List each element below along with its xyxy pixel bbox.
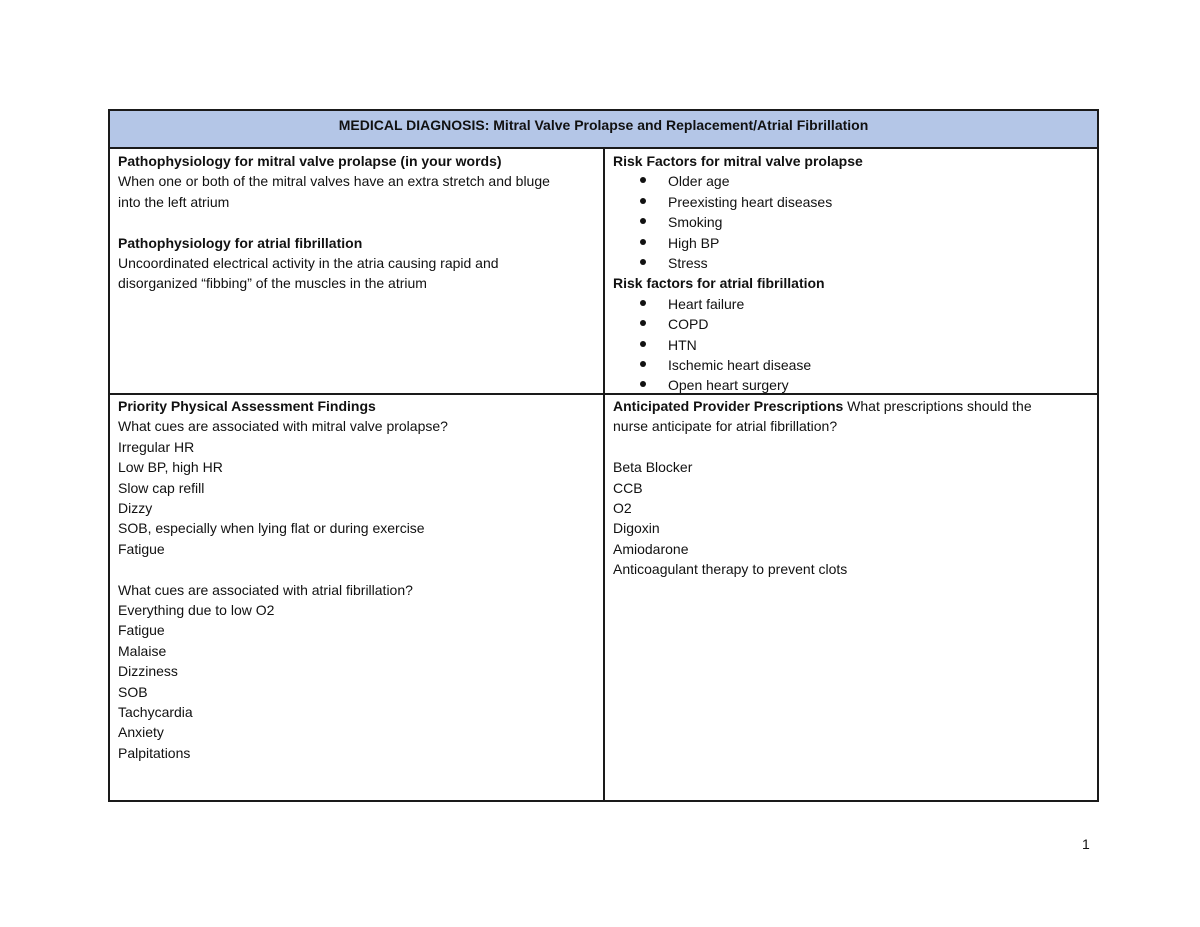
prescriptions-heading: Anticipated Provider Prescriptions [613, 398, 844, 414]
prescription-item: O2 [613, 500, 632, 517]
list-item: COPD [613, 314, 1091, 334]
mvp-patho-line: When one or both of the mitral valves have an extra stretch and bluge [118, 173, 550, 190]
prescription-item: Amiodarone [613, 540, 689, 557]
mvp-patho-heading: Pathophysiology for mitral valve prolapse (in your words) [118, 153, 502, 169]
mvp-cues-question: What cues are associated with mitral valve prolapse? [118, 418, 448, 435]
page-number: 1 [1082, 836, 1090, 852]
prescriptions-question: What prescriptions should the [843, 398, 1032, 414]
afib-patho-line: Uncoordinated electrical activity in the atria causing rapid and [118, 255, 499, 272]
prescription-item: Anticoagulant therapy to prevent clots [613, 561, 848, 578]
prescriptions-question-line [613, 396, 1091, 416]
list-item: Open heart surgery [613, 375, 1091, 395]
mvp-patho-line: into the left atrium [118, 193, 230, 210]
prescription-item: Beta Blocker [613, 459, 693, 476]
afib-patho-heading: Pathophysiology for atrial fibrillation [118, 234, 363, 251]
mvp-cue: Dizzy [118, 500, 153, 517]
prescriptions-cell [605, 396, 1099, 580]
afib-cue: SOB [118, 683, 148, 700]
list-item: Heart failure [613, 294, 1091, 314]
afib-cue: Anxiety [118, 724, 164, 741]
mvp-cue: Irregular HR [118, 438, 195, 455]
list-item: Smoking [613, 212, 1091, 232]
afib-cue: Everything due to low O2 [118, 602, 275, 619]
blank-line [118, 559, 595, 579]
mvp-cue: Low BP, high HR [118, 459, 223, 476]
list-item: HTN [613, 335, 1091, 355]
list-item: Stress [613, 253, 1091, 273]
prescription-item: Digoxin [613, 520, 660, 537]
diagnosis-title: MEDICAL DIAGNOSIS: Mitral Valve Prolapse and Replacement/Atrial Fibrillation [338, 117, 869, 133]
afib-cue: Dizziness [118, 663, 178, 680]
list-item: Preexisting heart diseases [613, 192, 1091, 212]
list-item: High BP [613, 233, 1091, 253]
mvp-cue: SOB, especially when lying flat or during exercise [118, 520, 425, 537]
blank-line [118, 212, 595, 232]
mvp-cue: Slow cap refill [118, 479, 205, 496]
afib-cue: Palpitations [118, 744, 191, 761]
diagnosis-header [110, 111, 1097, 149]
prescriptions-question-cont: nurse anticipate for atrial fibrillation? [613, 418, 838, 435]
list-item: Ischemic heart disease [613, 355, 1091, 375]
assessment-findings-cell [110, 396, 603, 763]
prescription-item: CCB [613, 479, 643, 496]
list-item: Older age [613, 171, 1091, 191]
afib-risk-heading: Risk factors for atrial fibrillation [613, 275, 825, 292]
afib-cues-question: What cues are associated with atrial fibrillation? [118, 581, 413, 598]
mvp-cue: Fatigue [118, 540, 165, 557]
afib-patho-line: disorganized “fibbing” of the muscles in the atrium [118, 275, 427, 292]
afib-cue: Tachycardia [118, 704, 193, 721]
pathophysiology-cell [110, 151, 603, 294]
afib-cue: Malaise [118, 642, 167, 659]
afib-risk-list [613, 294, 1091, 396]
mvp-risk-heading: Risk Factors for mitral valve prolapse [613, 153, 863, 169]
care-plan-table [108, 109, 1099, 802]
assessment-heading: Priority Physical Assessment Findings [118, 398, 376, 414]
afib-cue: Fatigue [118, 622, 165, 639]
blank-line [613, 437, 1091, 457]
risk-factors-cell [605, 151, 1099, 396]
mvp-risk-list [613, 171, 1091, 273]
